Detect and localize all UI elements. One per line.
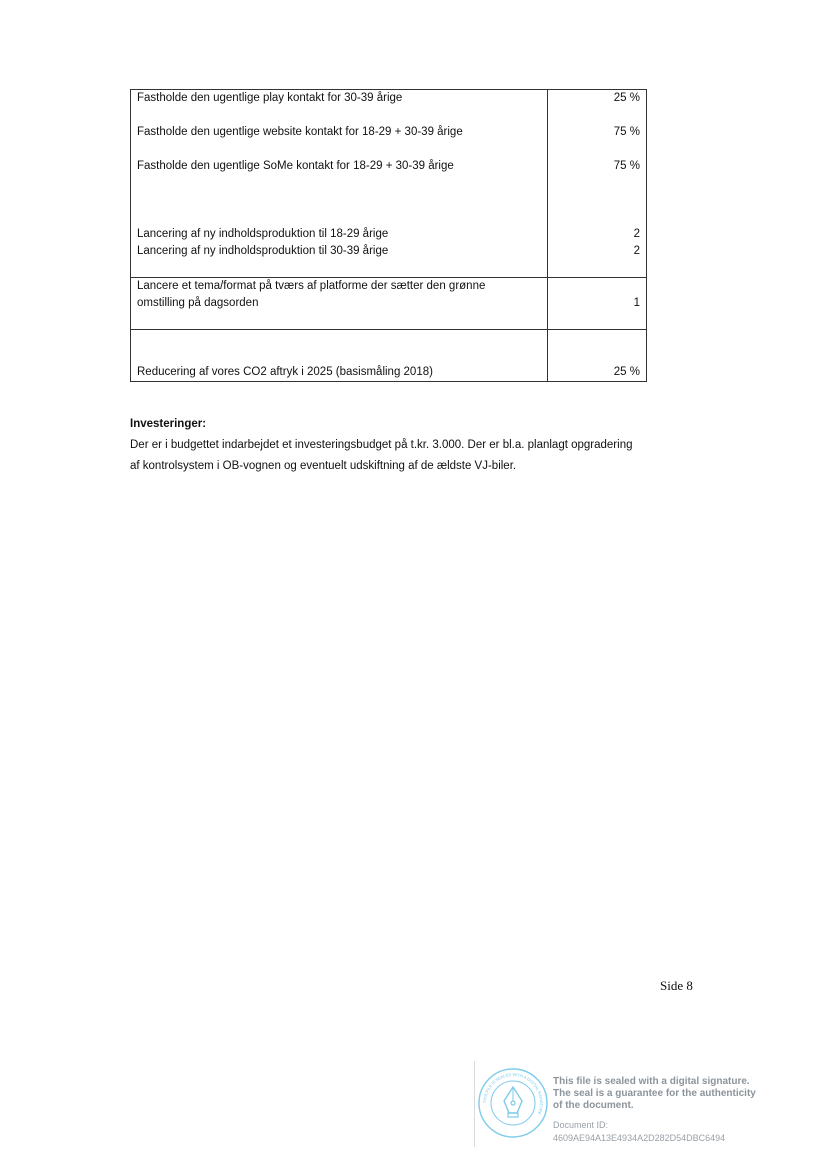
goal-target-value (554, 330, 640, 347)
goal-description-line (137, 330, 541, 347)
goal-target-value: 75 % (613, 126, 640, 138)
goal-description-line: Reducering af vores CO2 aftryk i 2025 (basismåling 2018) (137, 366, 433, 378)
investments-section (130, 414, 700, 477)
seal-statement (553, 1076, 756, 1112)
goal-target-value (554, 175, 640, 192)
seal-line-3: of the document. (553, 1100, 634, 1111)
goal-description-line: Fastholde den ugentlige play kontakt for 30-39 årige (137, 92, 403, 104)
goal-target-value: 1 (633, 297, 640, 309)
goal-target-value (554, 192, 640, 209)
investments-heading: Investeringer: (130, 418, 207, 430)
goal-target-value (554, 278, 640, 295)
goal-description-line (137, 209, 541, 226)
goal-target-cell (548, 330, 647, 382)
goal-target-value (554, 107, 640, 124)
goal-target-value: 2 (633, 245, 640, 257)
table-row (131, 90, 647, 278)
goal-description-line (137, 175, 541, 192)
goal-description-line (137, 312, 541, 329)
goal-description-cell (131, 90, 548, 278)
goal-target-value (554, 347, 640, 364)
goal-target-value: 75 % (613, 160, 640, 172)
seal-ring-text: THIS FILE IS SEALED WITH A DIGITAL SIGNATURE (481, 1071, 545, 1116)
goal-description-line: omstilling på dagsorden (137, 297, 259, 309)
goal-target-value (554, 312, 640, 329)
goal-description-line: Lancering af ny indholdsproduktion til 18-29 årige (137, 228, 389, 240)
goal-target-value: 2 (633, 228, 640, 240)
investments-text-line-1: Der er i budgettet indarbejdet et investeringsbudget på t.kr. 3.000. Der er bl.a. planlagt opgradering (130, 439, 633, 451)
goal-description-line: Fastholde den ugentlige SoMe kontakt for 18-29 + 30-39 årige (137, 160, 454, 172)
fountain-pen-seal-icon (477, 1065, 549, 1141)
goal-description-line (137, 192, 541, 209)
seal-line-1: This file is sealed with a digital signature. (553, 1076, 750, 1087)
goal-description-cell (131, 330, 548, 382)
goal-target-cell (548, 278, 647, 330)
goal-description-line: Lancere et tema/format på tværs af platforme der sætter den grønne (137, 280, 486, 292)
goal-target-value (554, 141, 640, 158)
goal-description-line (137, 107, 541, 124)
investments-text-line-2: af kontrolsystem i OB-vognen og eventuelt udskiftning af de ældste VJ-biler. (130, 460, 517, 472)
goal-description-line (137, 260, 541, 277)
seal-line-2: The seal is a guarantee for the authenticity (553, 1088, 756, 1099)
goal-description-line: Lancering af ny indholdsproduktion til 30-39 årige (137, 245, 389, 257)
goal-target-value: 25 % (613, 366, 640, 378)
goal-target-value (554, 260, 640, 277)
table-row (131, 278, 647, 330)
digital-signature-seal (474, 1061, 775, 1147)
goal-target-value (554, 209, 640, 226)
goal-description-cell (131, 278, 548, 330)
document-id-label: Document ID: (553, 1120, 609, 1130)
goals-table (130, 89, 647, 382)
document-id-value: 4609AE94A13E4934A2D282D54DBC6494 (553, 1133, 726, 1143)
goal-description-line: Fastholde den ugentlige website kontakt for 18-29 + 30-39 årige (137, 126, 463, 138)
goal-description-line (137, 347, 541, 364)
goal-description-line (137, 141, 541, 158)
document-id-block (553, 1119, 725, 1145)
goal-target-value: 25 % (613, 92, 640, 104)
table-row (131, 330, 647, 382)
goal-target-cell (548, 90, 647, 278)
page-number: Side 8 (660, 978, 693, 993)
